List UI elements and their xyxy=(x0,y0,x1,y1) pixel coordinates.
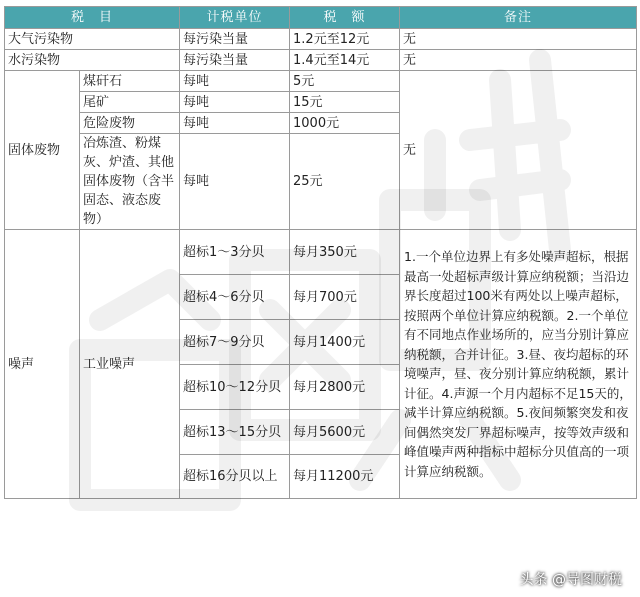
cell-unit: 每吨 xyxy=(180,134,290,230)
cell-item: 噪声 xyxy=(5,230,80,499)
header-tax-item: 税 目 xyxy=(5,7,180,29)
cell-unit: 每吨 xyxy=(180,113,290,134)
cell-amount: 每月350元 xyxy=(290,230,400,275)
cell-note: 1.一个单位边界上有多处噪声超标，根据最高一处超标声级计算应纳税额；当沿边界长度超过100米有两处以上噪声超标，按照两个单位计算应纳税额。2.一个单位有不同地点作业场所的，应当分别计算应纳税额，合并计征。3.昼、夜均超标的环境噪声，昼、夜分别计算应纳税额，累计计征。4.声源一个月内超标不足15天的，减半计算应纳税额。5.夜间频繁突发和夜间偶然突发厂界超标噪声，按等效声级和峰值噪声两种指标中超标分贝值高的一项计算应纳税额。 xyxy=(400,230,637,499)
cell-unit: 每污染当量 xyxy=(180,50,290,71)
cell-item: 水污染物 xyxy=(5,50,180,71)
cell-range: 超标4～6分贝 xyxy=(180,275,290,320)
cell-unit: 每吨 xyxy=(180,71,290,92)
cell-unit: 每吨 xyxy=(180,92,290,113)
cell-amount: 每月1400元 xyxy=(290,320,400,365)
cell-amount: 每月2800元 xyxy=(290,365,400,410)
header-row xyxy=(5,7,637,29)
cell-amount: 每月11200元 xyxy=(290,455,400,499)
cell-subitem: 工业噪声 xyxy=(80,230,180,499)
cell-range: 超标16分贝以上 xyxy=(180,455,290,499)
table-row xyxy=(5,29,637,50)
header-amount: 税 额 xyxy=(290,7,400,29)
cell-subitem: 煤矸石 xyxy=(80,71,180,92)
header-note: 备注 xyxy=(400,7,637,29)
cell-note: 无 xyxy=(400,71,637,230)
cell-subitem: 危险废物 xyxy=(80,113,180,134)
cell-item: 大气污染物 xyxy=(5,29,180,50)
cell-amount: 每月700元 xyxy=(290,275,400,320)
cell-amount: 1000元 xyxy=(290,113,400,134)
cell-amount: 25元 xyxy=(290,134,400,230)
cell-amount: 15元 xyxy=(290,92,400,113)
cell-note: 无 xyxy=(400,50,637,71)
table-row xyxy=(5,71,637,92)
cell-unit: 每污染当量 xyxy=(180,29,290,50)
cell-amount: 1.2元至12元 xyxy=(290,29,400,50)
tax-table-container xyxy=(4,6,636,592)
cell-amount: 1.4元至14元 xyxy=(290,50,400,71)
source-credit: 头条 @导图财税 xyxy=(519,572,622,588)
cell-item: 固体废物 xyxy=(5,71,80,230)
cell-range: 超标10～12分贝 xyxy=(180,365,290,410)
table-row xyxy=(5,230,637,275)
cell-subitem: 尾矿 xyxy=(80,92,180,113)
cell-subitem: 冶炼渣、粉煤灰、炉渣、其他固体废物（含半固态、液态废物） xyxy=(80,134,180,230)
cell-amount: 每月5600元 xyxy=(290,410,400,455)
header-unit: 计税单位 xyxy=(180,7,290,29)
cell-range: 超标13～15分贝 xyxy=(180,410,290,455)
cell-note: 无 xyxy=(400,29,637,50)
table-row xyxy=(5,50,637,71)
environmental-tax-table xyxy=(4,6,637,499)
cell-range: 超标7～9分贝 xyxy=(180,320,290,365)
cell-amount: 5元 xyxy=(290,71,400,92)
cell-range: 超标1～3分贝 xyxy=(180,230,290,275)
